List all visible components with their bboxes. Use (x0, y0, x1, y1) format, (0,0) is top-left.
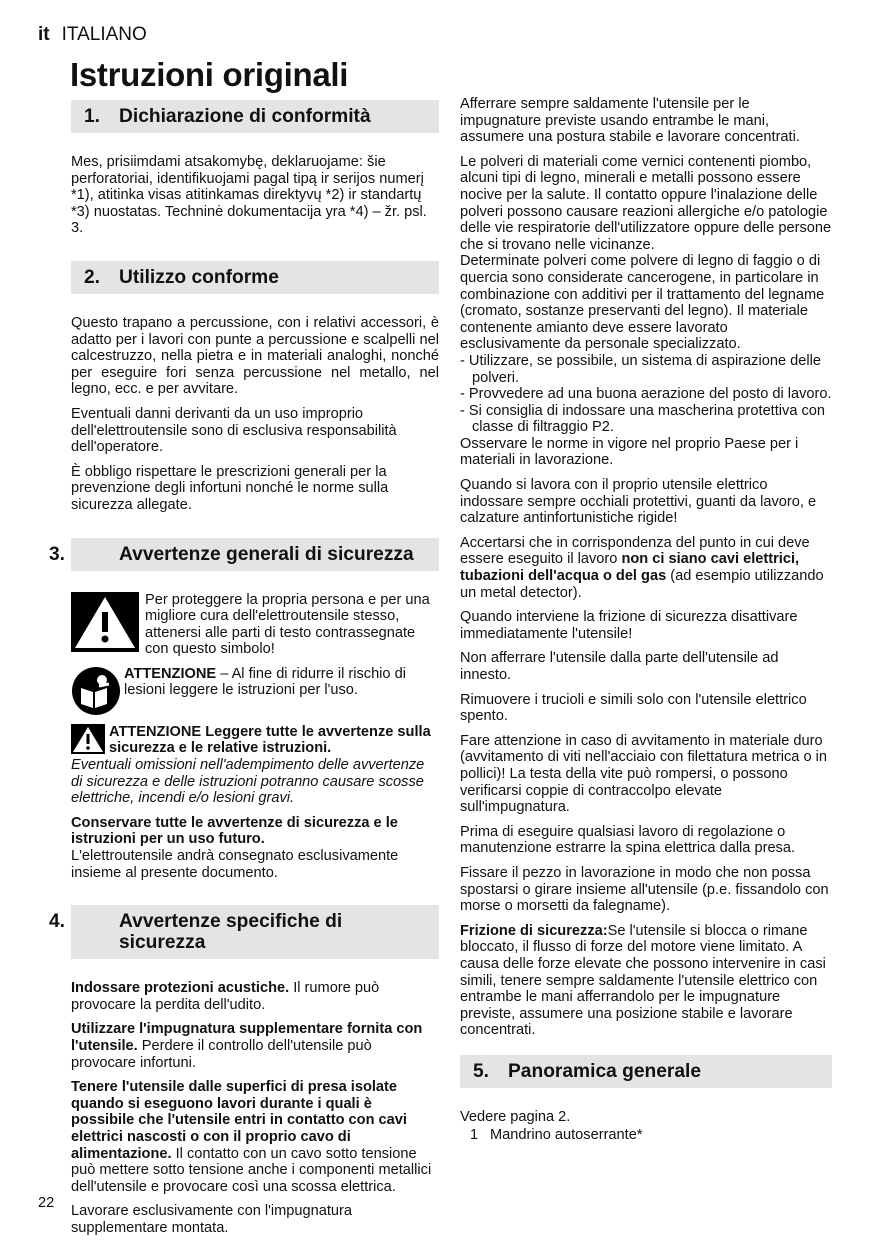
hard-material-text: Fare attenzione in caso di avvitamento in materiale duro (avvitamento di viti nell'acciaio con filettatura metrica o in pollici)! La testa della vite può rompersi, o possono verificarsi coppie di contraccolpo elevate sull'impugnatura. (460, 732, 827, 816)
left-column (49, 100, 439, 1245)
dust-precautions-list (460, 353, 832, 436)
hidden-cables-text: Accertarsi che in corrispondenza del punto in cui deve essere eseguito il lavoro non ci siano cavi elettrici, tubazioni dell'acqua o del gas (ad esempio utilizzando un metal detector). (460, 534, 824, 601)
insulated-grip-text: Tenere l'utensile dalle superfici di presa isolate quando si eseguono lavori durante i quali è possibile che l'utensile entri in contatto con cavi elettrici nascosti o con il proprio cavo di alimentazione. Il contatto con un cavo sotto tensione può mettere sotto tensione anche i componenti metallici dell'utensile e provocare così una scossa elettrica. (71, 1079, 432, 1195)
carcinogenic-dust-text: Determinate polveri come polvere di legno di faggio o di quercia sono considerate cancerogene, in particolare in combinazione con additivi per il trattamento del legname (cromato, sostanze preservanti del legno). Il materiale contenente amianto deve essere lavorato esclusivamente da personale specializzato. (460, 253, 825, 353)
list-item: 1 Mandrino autoserrante* (470, 1127, 643, 1144)
intended-use-text: Questo trapano a percussione, con i relativi accessori, è adatto per i lavori con punte a percussione e scalpelli nel calcestruzzo, nella pietra e in materiali analoghi, nonché per eseguire fori senza percussione nel metallo, nel legno, ecc. e per avvitare. (71, 314, 439, 398)
language-code: it (38, 24, 50, 45)
page-header (38, 24, 147, 46)
list-item: - Utilizzare, se possibile, un sistema di aspirazione delle polveri. (460, 352, 821, 386)
overview-intro: Vedere pagina 2. (460, 1108, 571, 1125)
page-title: Istruzioni originali (70, 56, 349, 93)
page-number: 22 (38, 1195, 55, 1211)
manual-symbol-row (71, 666, 439, 716)
attention-italic-text: Eventuali omissioni nell'adempimento delle avvertenze di sicurezza e delle istruzioni potranno causare scosse elettriche, incendi e/o lesioni gravi. (71, 757, 425, 807)
section-5-heading: 5. Panoramica generale (460, 1055, 832, 1088)
section-2-heading: 2. Utilizzo conforme (71, 261, 439, 294)
warning-symbol-row (71, 592, 439, 658)
warning-symbol-text: Per proteggere la propria persona e per una migliore cura dell'elettroutensile stesso, attenersi alle parti di testo contrassegnate con questo simbolo! (145, 591, 430, 658)
language-name: ITALIANO (61, 24, 147, 45)
right-column (460, 96, 832, 1144)
do-not-grip-text: Non afferrare l'utensile dalla parte dell'utensile ad innesto. (460, 650, 779, 683)
protective-gear-text: Quando si lavora con il proprio utensile elettrico indossare sempre occhiali protettivi, guanti da lavoro, e calzature antinfortunistiche rigide! (460, 477, 817, 527)
regulations-text: È obbligo rispettare le prescrizioni generali per la prevenzione degli infortuni nonché le norme sulla sicurezza allegate. (71, 463, 389, 513)
keep-instructions-text: Conservare tutte le avvertenze di sicurezza e le istruzioni per un uso futuro. L'elettroutensile andrà consegnato esclusivamente insieme al presente documento. (71, 814, 399, 881)
attention-triangle-icon (71, 724, 105, 754)
safety-clutch-stop-text: Quando interviene la frizione di sicurezza disattivare immediatamente l'utensile! (460, 609, 798, 642)
list-item: - Si consiglia di indossare una mascherina protettiva con classe di filtraggio P2. (460, 402, 826, 436)
read-manual-icon (71, 666, 121, 716)
section-4-heading: 4. Avvertenze specifiche di sicurezza (71, 905, 439, 959)
chips-removal-text: Rimuovere i trucioli e simili solo con l'utensile elettrico spento. (460, 691, 807, 725)
local-regulations-text: Osservare le norme in vigore nel proprio Paese per i materiali in lavorazione. (460, 435, 799, 469)
attention-heading: ATTENZIONE Leggere tutte le avvertenze sulla sicurezza e le relative istruzioni. (109, 723, 431, 757)
warning-triangle-icon (71, 592, 139, 652)
auxiliary-handle-text: Utilizzare l'impugnatura supplementare fornita con l'utensile. Perdere il controllo dell'utensile può provocare infortuni. (71, 1021, 423, 1071)
dust-hazard-text: Le polveri di materiali come vernici contenenti piombo, alcuni tipi di legno, minerali e metalli possono essere nocive per la salute. Il contatto oppure l'inalazione delle polveri possono causare reazioni allergiche e/o patologie delle vie respiratorie dell'utilizzatore oppure delle persone che si trovano nelle vicinanze. (460, 153, 832, 253)
grip-text: Afferrare sempre saldamente l'utensile per le impugnature previste usando entrambe le mani, assumere una postura stabile e lavorare concentrati. (460, 96, 800, 146)
list-item: - Provvedere ad una buona aerazione del posto di lavoro. (460, 386, 832, 403)
liability-text: Eventuali danni derivanti da un uso improprio dell'elettroutensile sono di esclusiva responsabilità dell'operatore. (71, 405, 397, 456)
unplug-text: Prima di eseguire qualsiasi lavoro di regolazione o manutenzione estrarre la spina elettrica dalla presa. (460, 823, 796, 857)
overview-list (460, 1127, 832, 1144)
safety-clutch-text: Frizione di sicurezza:Se l'utensile si blocca o rimane bloccato, il flusso di forze del motore viene limitato. A causa delle forze elevate che possono intervenire in casi simili, tenere sempre saldamente l'utensile elettrico con entrambe le mani afferrandolo per le impugnature previste, assumere una posizione stabile e lavorare concentrati. (460, 922, 826, 1039)
section-1-heading: 1. Dichiarazione di conformità (71, 100, 439, 133)
section-3-heading: 3. Avvertenze generali di sicurezza (71, 538, 439, 571)
secure-workpiece-text: Fissare il pezzo in lavorazione in modo che non possa spostarsi o girare insieme all'utensile (p.e. fissandolo con morse o morsetti da falegname). (460, 864, 829, 915)
manual-symbol-text: ATTENZIONE – Al fine di ridurre il rischio di lesioni leggere le istruzioni per l'uso. (124, 665, 406, 699)
mounted-handle-text: Lavorare esclusivamente con l'impugnatura supplementare montata. (71, 1203, 353, 1236)
attention-row (71, 724, 439, 757)
conformity-text: Mes, prisiimdami atsakomybę, deklaruojame: šie perforatoriai, identifikuojami pagal tipą ir serijos numerį *1), atitinka visas atitinkamas direktyvų *2) ir standartų *3) nuostatas. Techninė dokumentacija yra *4) – žr. psl. 3. (71, 154, 427, 237)
ear-protection-text: Indossare protezioni acustiche. Il rumore può provocare la perdita dell'udito. (71, 980, 380, 1013)
